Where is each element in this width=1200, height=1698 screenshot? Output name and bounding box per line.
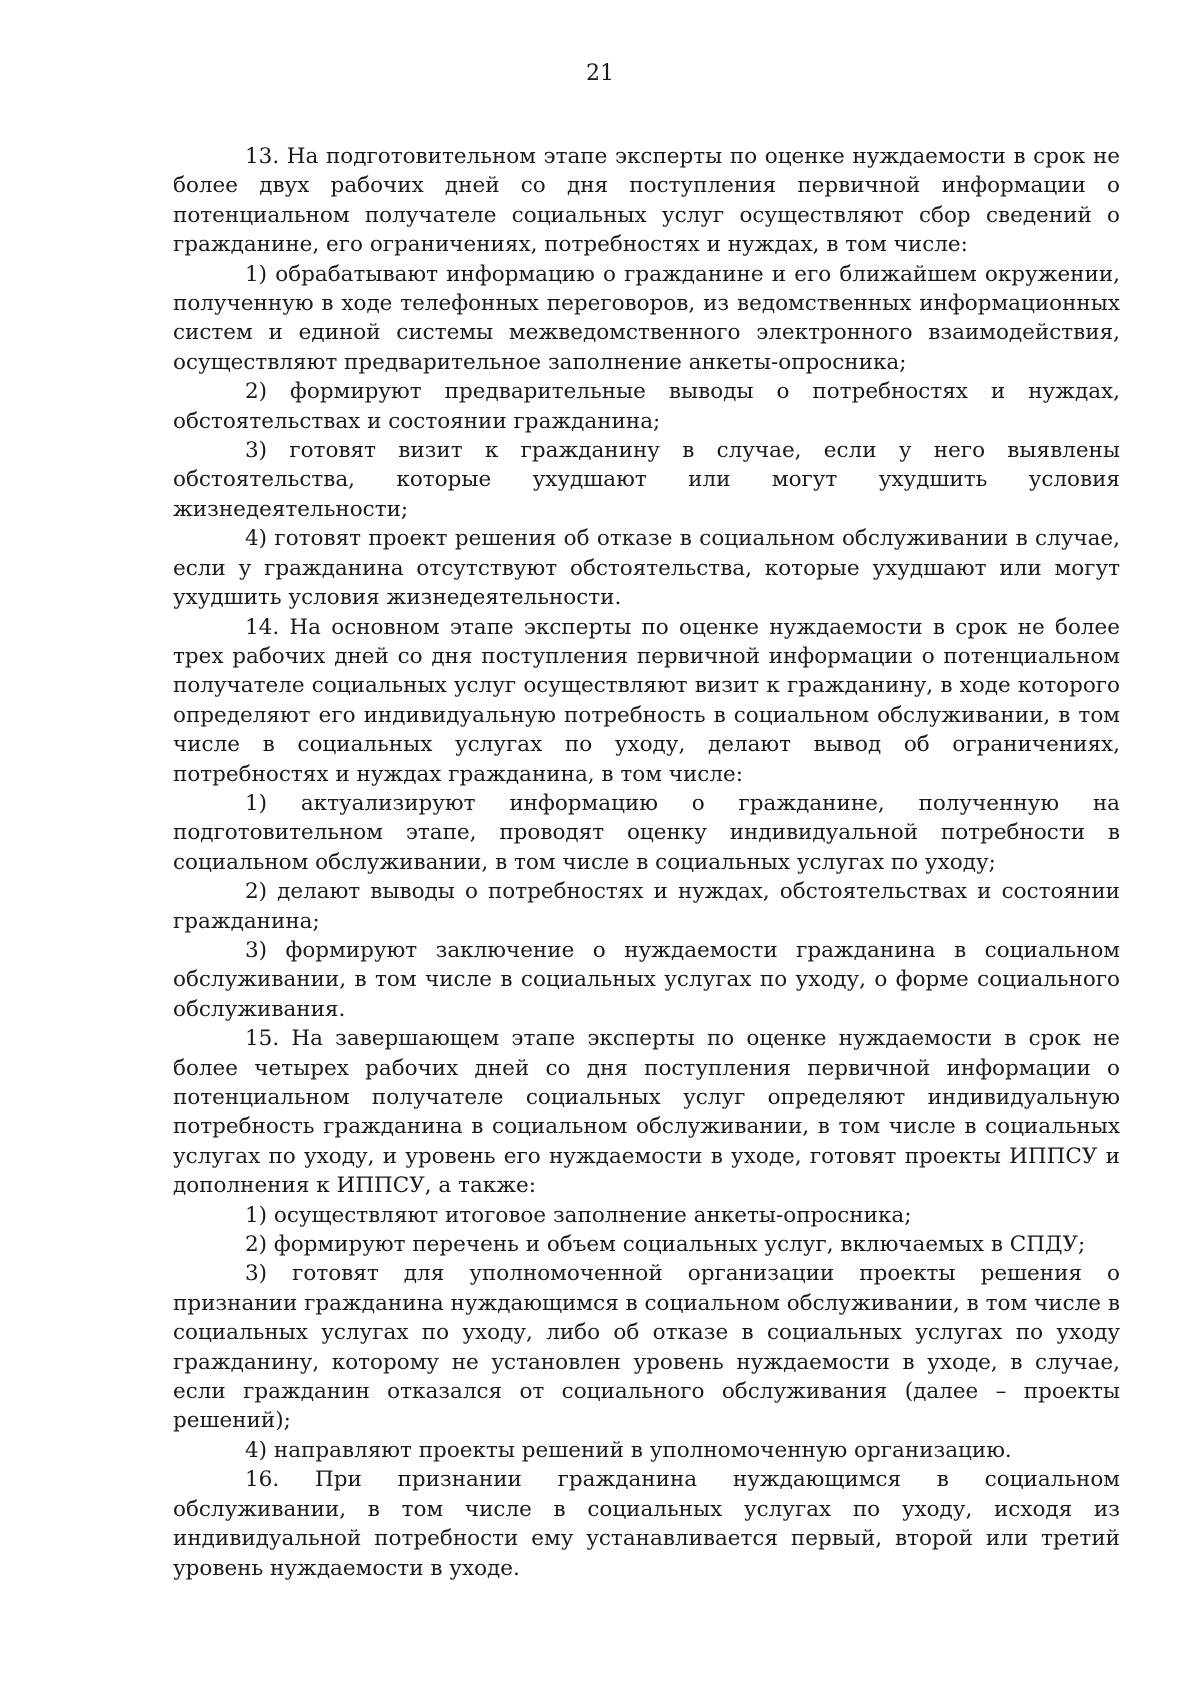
paragraph-15-item-4: 4) направляют проекты решений в уполномоченную организацию. (245, 1437, 1012, 1463)
paragraph-13-item-3: 3) готовят визит к гражданину в случае, если у него выявлены обстоятельства, которые ухудшают или могут ухудшить условия жизнедеятельности; (173, 438, 1120, 522)
paragraph-14: 14. На основном этапе эксперты по оценке нуждаемости в срок не более трех рабочих дней со дня поступления первичной информации о потенциальном получателе социальных услуг осуществляют визит к гражданину, в ходе которого определяют его индивидуальную потребность в социальном обслуживании, в том числе в социальных услугах по уходу, делают вывод об ограничениях, потребностях и нуждах гражданина, в том числе: (173, 614, 1120, 787)
document-body (173, 142, 1120, 1583)
paragraph-15-item-1: 1) осуществляют итоговое заполнение анкеты-опросника; (245, 1202, 912, 1228)
paragraph-14-item-3: 3) формируют заключение о нуждаемости гражданина в социальном обслуживании, в том числе в социальных услугах по уходу, о форме социального обслуживания. (173, 937, 1120, 1022)
paragraph-13: 13. На подготовительном этапе эксперты по оценке нуждаемости в срок не более двух рабочих дней со дня поступления первичной информации о потенциальном получателе социальных услуг осуществляют сбор сведений о гражданине, его ограничениях, потребностях и нуждах, в том числе: (173, 144, 1120, 258)
page-number: 21 (586, 61, 614, 86)
paragraph-13-item-2: 2) формируют предварительные выводы о потребностях и нуждах, обстоятельствах и состоянии гражданина; (173, 379, 1120, 434)
paragraph-15-item-2: 2) формируют перечень и объем социальных услуг, включаемых в СПДУ; (245, 1232, 1086, 1258)
paragraph-15: 15. На завершающем этапе эксперты по оценке нуждаемости в срок не более четырех рабочих дней со дня поступления первичной информации о потенциальном получателе социальных услуг определяют индивидуальную потребность гражданина в социальном обслуживании, в том числе в социальных услугах по уходу, и уровень его нуждаемости в уходе, готовят проекты ИППСУ и дополнения к ИППСУ, а также: (173, 1026, 1120, 1199)
paragraph-15-item-3: 3) готовят для уполномоченной организации проекты решения о признании гражданина нуждающимся в социальном обслуживании, в том числе в социальных услугах по уходу, либо об отказе в социальных услугах по уходу гражданину, которому не установлен уровень нуждаемости в уходе, в случае, если гражданин отказался от социального обслуживания (далее – проекты решений); (173, 1261, 1120, 1434)
paragraph-13-item-4: 4) готовят проект решения об отказе в социальном обслуживании в случае, если у гражданина отсутствуют обстоятельства, которые ухудшают или могут ухудшить условия жизнедеятельности. (173, 526, 1120, 611)
paragraph-13-item-1: 1) обрабатывают информацию о гражданине и его ближайшем окружении, полученную в ходе телефонных переговоров, из ведомственных информационных систем и единой системы межведомственного электронного взаимодействия, осуществляют предварительное заполнение анкеты-опросника; (173, 261, 1120, 375)
paragraph-14-item-2: 2) делают выводы о потребностях и нуждах, обстоятельствах и состоянии гражданина; (173, 879, 1120, 934)
paragraph-16: 16. При признании гражданина нуждающимся в социальном обслуживании, в том числе в социальных услугах по уходу, исходя из индивидуальной потребности ему устанавливается первый, второй или третий уровень нуждаемости в уходе. (173, 1467, 1120, 1581)
paragraph-14-item-1: 1) актуализируют информацию о гражданине, полученную на подготовительном этапе, проводят оценку индивидуальной потребности в социальном обслуживании, в том числе в социальных услугах по уходу; (173, 790, 1120, 875)
